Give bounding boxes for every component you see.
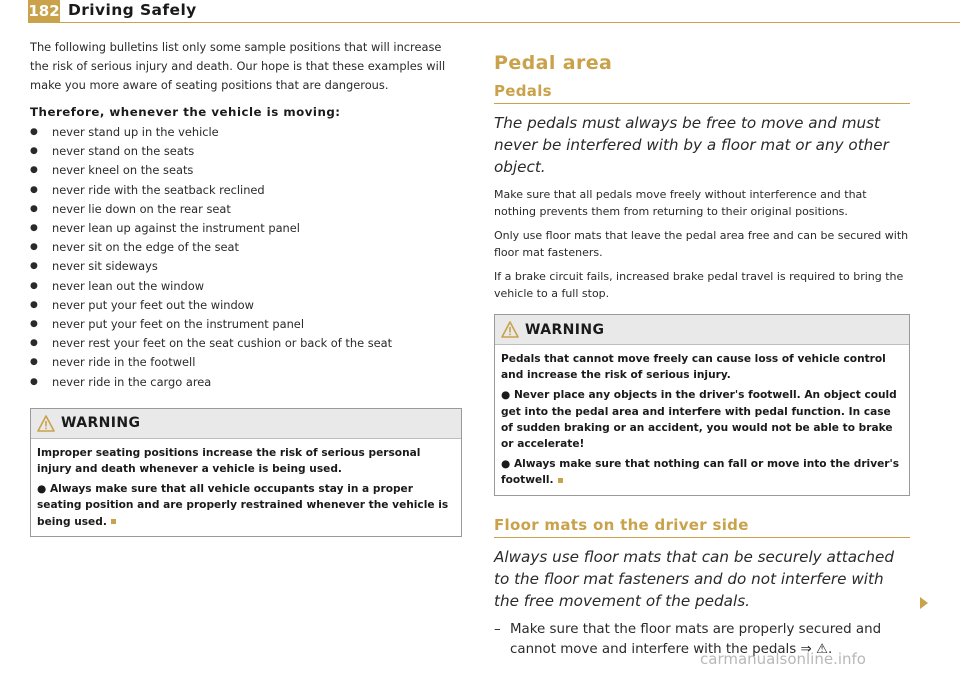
list-item: ● never ride in the footwell [30,355,196,370]
list-item: ● never kneel on the seats [30,163,194,178]
list-item: ● never lie down on the rear seat [30,201,231,216]
pedals-paragraph: Only use floor mats that leave the pedal area free and can be secured with floor mat fasteners. [494,229,909,259]
warning-bullet: ● Never place any objects in the driver's footwell. An object could get into the pedal area and interfere with pedal function. In case of sudden braking or an accident, you would not be able to brake or accelerate! [501,389,897,451]
floor-mats-step: – Make sure that the floor mats are properly secured and cannot move and interfere with the pedals ⇒ ⚠. [494,621,882,657]
left-column [30,38,462,537]
section-title: Driving Safely [68,1,197,19]
seating-warning-box [30,408,462,537]
pedals-intro: The pedals must always be free to move and must never be interfered with by a floor mat or any other object. [494,114,889,176]
continue-arrow-icon [920,597,928,609]
floor-mats-intro: Always use floor mats that can be securely attached to the floor mat fasteners and do not interfere with the free movement of the pedals. [494,547,894,610]
warning-text: Pedals that cannot move freely can cause loss of vehicle control and increase the risk of serious injury. [501,353,886,382]
seating-bullet-list [30,123,462,392]
list-item: ● never stand on the seats [30,144,195,159]
left-intro: The following bulletins list only some sample positions that will increase the risk of serious injury and death. Our hope is that these examples will make you more aware of seating positions that are dangerous. [30,40,446,92]
list-item: ● never rest your feet on the seat cushion or back of the seat [30,336,393,351]
end-marker-icon [558,478,563,483]
list-item: ● never ride with the seatback reclined [30,182,265,197]
warning-body [495,345,909,495]
warning-title: WARNING [61,415,141,432]
watermark: carmanualsonline.info [700,650,866,668]
warning-bullet: ● Always make sure that nothing can fall or move into the driver's footwell. [501,458,900,487]
list-item: ● never put your feet out the window [30,297,254,312]
right-column [494,38,910,660]
warning-triangle-icon [37,415,55,432]
list-item: ● never ride in the cargo area [30,374,212,389]
list-item: ● never sit on the edge of the seat [30,240,239,255]
pedals-paragraph: If a brake circuit fails, increased brake pedal travel is required to bring the vehicle to a full stop. [494,270,904,300]
list-item: ● never sit sideways [30,259,158,274]
warning-header [31,409,461,439]
header-rule [28,22,960,23]
warning-text: Improper seating positions increase the risk of serious personal injury and death whenever a vehicle is being used. [37,446,421,476]
list-item: ● never put your feet on the instrument panel [30,317,304,332]
pedals-subheading: Pedals [494,82,910,104]
left-subhead: Therefore, whenever the vehicle is moving: [30,105,341,119]
warning-bullet: ● Always make sure that all vehicle occupants stay in a proper seating position and are properly restrained whenever the vehicle is being used. [37,483,449,528]
pedal-area-heading: Pedal area [494,52,613,74]
list-item: ● never lean up against the instrument panel [30,221,300,236]
warning-triangle-icon [501,321,519,338]
list-item: ● never lean out the window [30,278,205,293]
end-marker-icon [111,519,116,524]
pedals-warning-box [494,314,910,496]
page-number: 182 [28,2,60,20]
list-item: ● never stand up in the vehicle [30,125,219,139]
floor-mats-subheading: Floor mats on the driver side [494,516,910,538]
pedals-paragraph: Make sure that all pedals move freely without interference and that nothing prevents them from returning to their original positions. [494,188,867,218]
warning-header [495,315,909,345]
warning-body [31,439,461,536]
warning-title: WARNING [525,321,605,338]
